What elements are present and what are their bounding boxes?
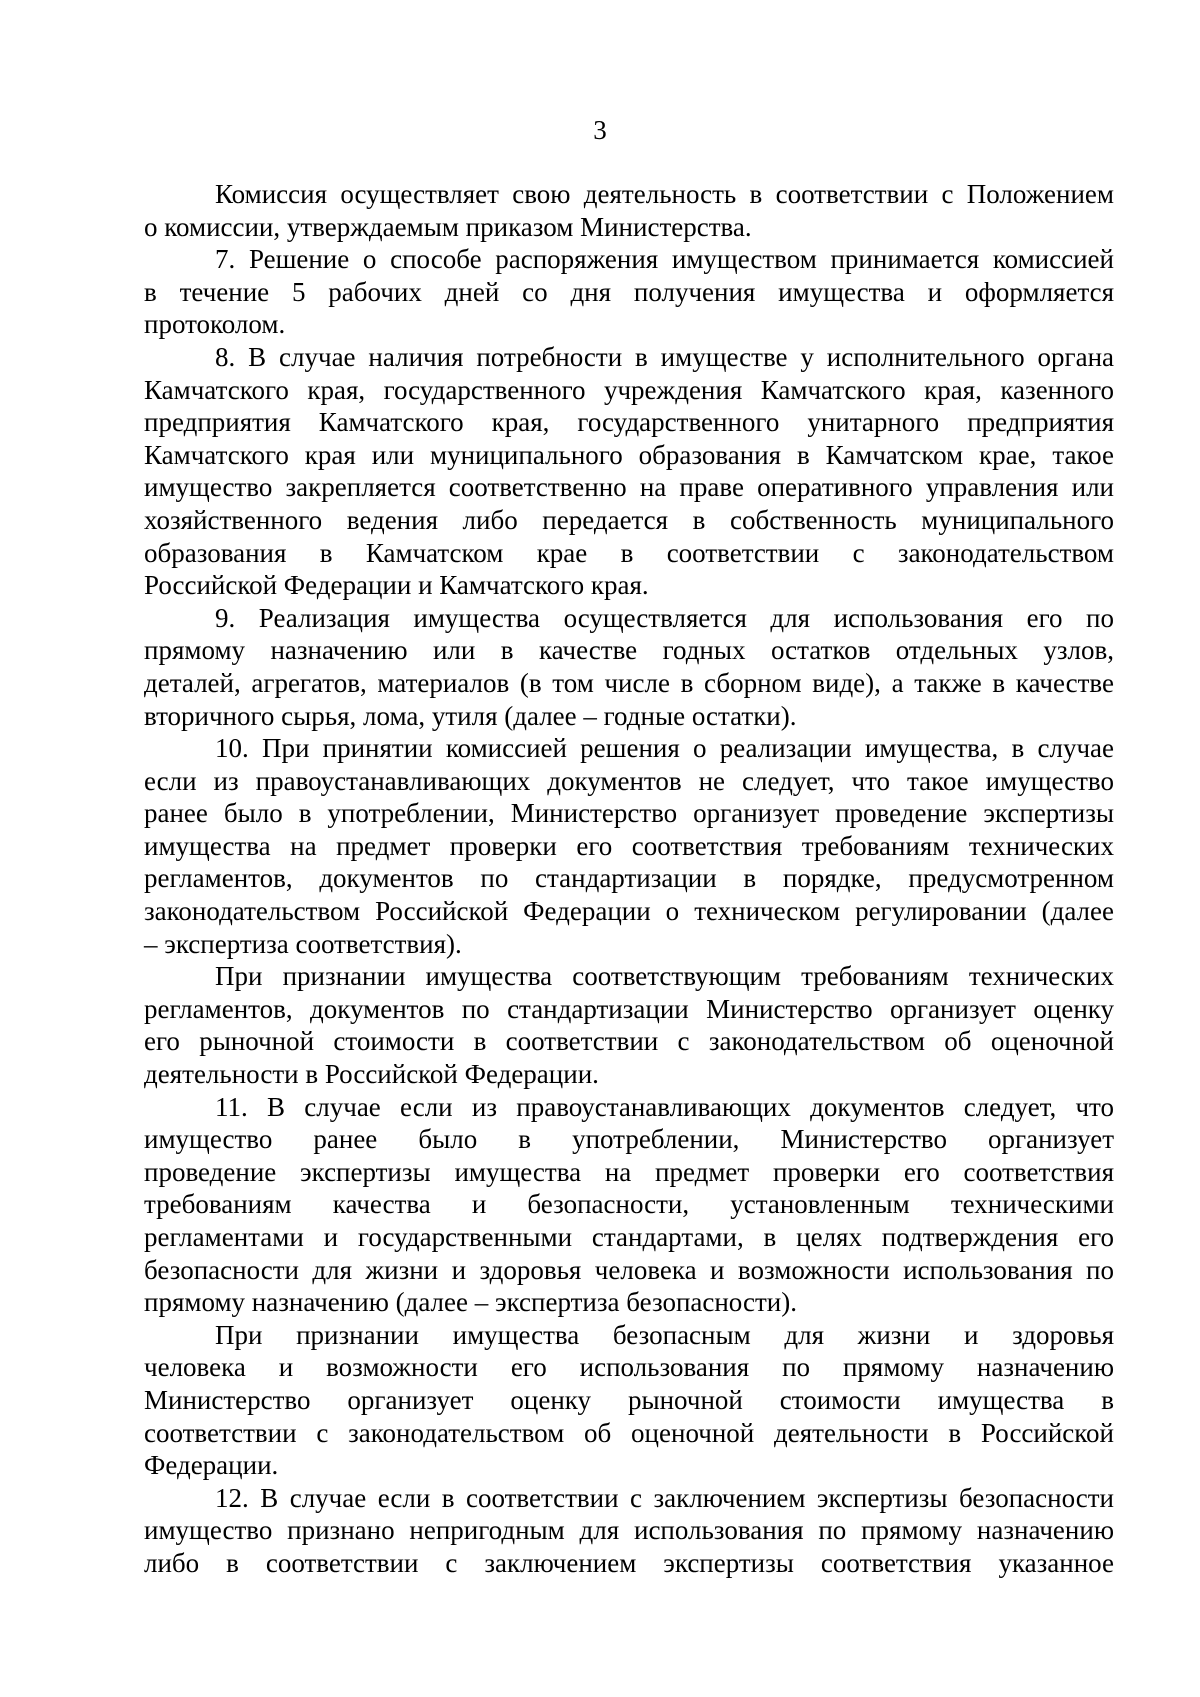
- text-line: Камчатского края или муниципального образования в Камчатском крае, такое: [144, 439, 1114, 470]
- page-number: 3: [593, 115, 607, 145]
- text-line: Министерство организует оценку рыночной стоимости имущества в: [144, 1384, 1114, 1415]
- text-line: – экспертиза соответствия).: [144, 928, 462, 959]
- text-line: 8. В случае наличия потребности в имуществе у исполнительного органа: [215, 341, 1114, 372]
- text-line: в течение 5 рабочих дней со дня получения имущества и оформляется: [144, 276, 1114, 307]
- text-line: Федерации.: [144, 1450, 279, 1481]
- text-line: безопасности для жизни и здоровья человека и возможности использования по: [144, 1254, 1114, 1285]
- text-line: деятельности в Российской Федерации.: [144, 1059, 599, 1090]
- text-line: прямому назначению (далее – экспертиза безопасности).: [144, 1287, 797, 1318]
- text-line: имущество ранее было в употреблении, Министерство организует: [144, 1124, 1114, 1155]
- text-line: имущество закрепляется соответственно на праве оперативного управления или: [144, 472, 1114, 503]
- text-line: регламентов, документов по стандартизации Министерство организует оценку: [144, 993, 1114, 1024]
- text-line: о комиссии, утверждаемым приказом Министерства.: [144, 211, 752, 242]
- text-line: протоколом.: [144, 309, 286, 340]
- document-body: [144, 178, 1114, 1580]
- text-line: ранее было в употреблении, Министерство организует проведение экспертизы: [144, 798, 1114, 829]
- text-line: 12. В случае если в соответствии с заключением экспертизы безопасности: [215, 1482, 1114, 1513]
- text-line: При признании имущества безопасным для жизни и здоровья: [215, 1319, 1114, 1350]
- text-line: 10. При принятии комиссией решения о реализации имущества, в случае: [215, 733, 1114, 764]
- text-line: прямому назначению или в качестве годных остатков отдельных узлов,: [144, 635, 1114, 666]
- text-line: 9. Реализация имущества осуществляется для использования его по: [215, 602, 1114, 633]
- text-line: Камчатского края, государственного учреждения Камчатского края, казенного: [144, 374, 1114, 405]
- text-line: Комиссия осуществляет свою деятельность в соответствии с Положением: [215, 179, 1114, 209]
- text-line: образования в Камчатском крае в соответствии с законодательством: [144, 537, 1114, 568]
- text-line: вторичного сырья, лома, утиля (далее – годные остатки).: [144, 700, 797, 731]
- text-line: его рыночной стоимости в соответствии с законодательством об оценочной: [144, 1026, 1114, 1057]
- text-line: человека и возможности его использования по прямому назначению: [144, 1352, 1114, 1383]
- text-line: деталей, агрегатов, материалов (в том числе в сборном виде), а также в качестве: [144, 667, 1114, 698]
- text-line: имущества на предмет проверки его соответствия требованиям технических: [144, 830, 1114, 861]
- text-line: проведение экспертизы имущества на предмет проверки его соответствия: [144, 1156, 1114, 1187]
- text-line: 11. В случае если из правоустанавливающих документов следует, что: [215, 1091, 1114, 1122]
- text-line: предприятия Камчатского края, государственного унитарного предприятия: [144, 407, 1114, 438]
- text-line: При признании имущества соответствующим требованиям технических: [215, 961, 1114, 992]
- text-line: хозяйственного ведения либо передается в собственность муниципального: [144, 504, 1114, 535]
- text-line: либо в соответствии с заключением экспертизы соответствия указанное: [144, 1547, 1114, 1578]
- text-line: регламентами и государственными стандартами, в целях подтверждения его: [144, 1222, 1114, 1252]
- text-line: если из правоустанавливающих документов не следует, что такое имущество: [144, 765, 1114, 796]
- text-line: 7. Решение о способе распоряжения имуществом принимается комиссией: [215, 244, 1114, 275]
- text-line: регламентов, документов по стандартизации в порядке, предусмотренном: [144, 863, 1114, 894]
- text-line: законодательством Российской Федерации о техническом регулировании (далее: [144, 896, 1114, 927]
- text-line: соответствии с законодательством об оценочной деятельности в Российской: [144, 1417, 1114, 1448]
- text-line: Российской Федерации и Камчатского края.: [144, 570, 649, 601]
- text-line: требованиям качества и безопасности, установленным техническими: [144, 1189, 1114, 1220]
- text-line: имущество признано непригодным для использования по прямому назначению: [144, 1515, 1114, 1546]
